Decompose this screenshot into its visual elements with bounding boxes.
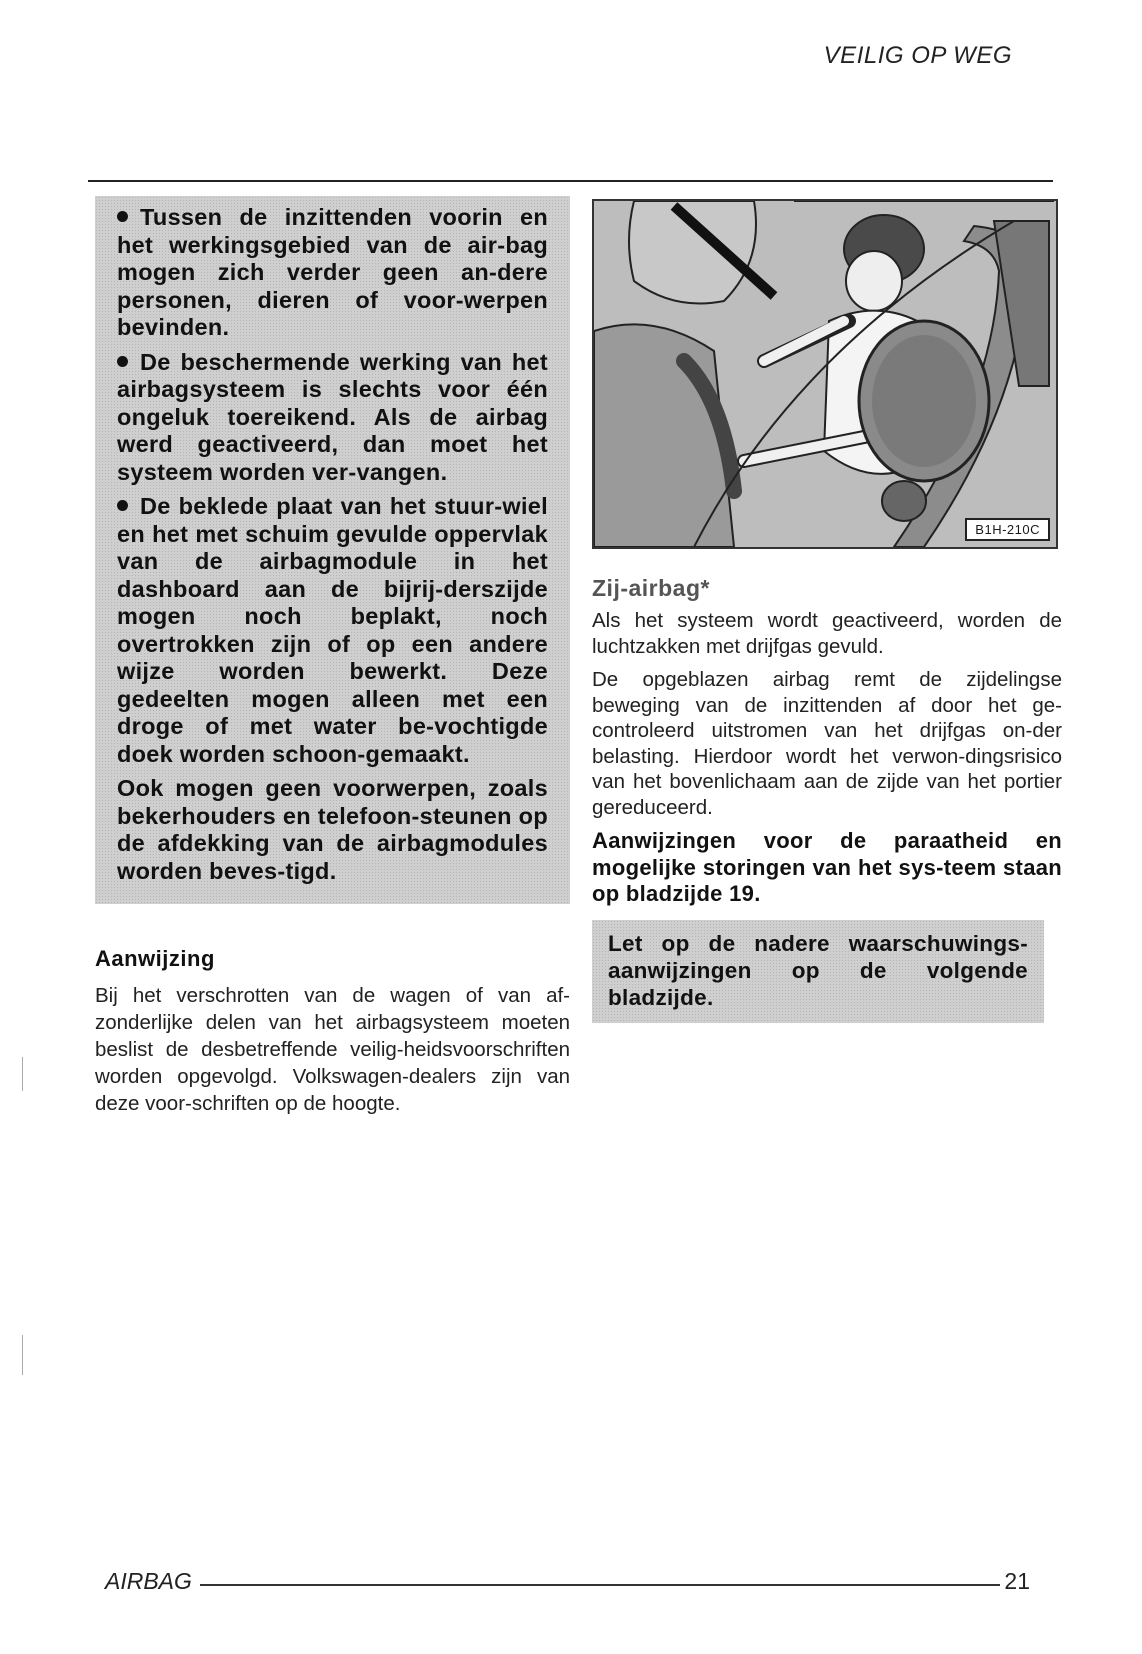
reference-note: Aanwijzingen voor de paraatheid en mogelijke storingen van het sys-teem staan op bladzijde 19.	[592, 828, 1062, 906]
warning-text: Let op de nadere waarschuwings-aanwijzingen op de volgende bladzijde.	[608, 930, 1028, 1010]
section-heading: Zij-airbag*	[592, 575, 710, 601]
left-column	[95, 196, 570, 1117]
warning-item: De beklede plaat van het stuur-wiel en het met schuim gevulde oppervlak van de airbagmodule in het dashboard aan de bijrij-derszijde mogen noch beplakt, noch overtrokken zijn of op een andere wijze worden bewerkt. Deze gedeelten mogen alleen met een droge of met water be-vochtigde doek worden schoon-gemaakt.	[117, 493, 548, 767]
page-number: 21	[1004, 1568, 1030, 1594]
page-footer	[105, 1568, 1030, 1598]
bullet-icon	[117, 211, 128, 222]
warning-item: Ook mogen geen voorwerpen, zoals bekerhouders en telefoon-steunen op de afdekking van de airbagmodules worden beves-tigd.	[117, 775, 548, 884]
section-paragraph: Als het systeem wordt geactiveerd, worden de luchtzakken met drijfgas gevuld.	[592, 609, 1062, 658]
note-heading: Aanwijzing	[95, 946, 215, 971]
right-column	[592, 199, 1062, 1023]
running-title: VEILIG OP WEG	[823, 42, 1012, 69]
warning-box-right	[592, 920, 1044, 1023]
section-paragraph: De opgeblazen airbag remt de zijdelingse beweging van de inzittenden af door het ge-controleerd uitstromen van het drijfgas on-der belasting. Hierdoor wordt het verwon-dingsrisico van het bovenlichaam aan de zijde van het portier gereduceerd.	[592, 668, 1062, 819]
bullet-icon	[117, 500, 128, 511]
bullet-icon	[117, 356, 128, 367]
warning-box	[95, 196, 570, 904]
driver-airbag-figure	[592, 199, 1058, 549]
figure-code-label: B1H-210C	[965, 518, 1050, 541]
footer-rule	[200, 1584, 1000, 1586]
note-text: Bij het verschrotten van de wagen of van af-zonderlijke delen van het airbagsysteem moeten beslist de desbetreffende veilig-heidsvoorschriften worden opgevolgd. Volkswagen-dealers zijn van deze voor-schriften op de hoogte.	[95, 984, 570, 1115]
margin-mark	[22, 1057, 23, 1091]
margin-mark	[22, 1335, 23, 1375]
header-rule	[88, 180, 1053, 182]
warning-item: De beschermende werking van het airbagsysteem is slechts voor één ongeluk toereikend. Als de airbag werd geactiveerd, dan moet het systeem worden ver-vangen.	[117, 348, 548, 485]
warning-item: Tussen de inzittenden voorin en het werkingsgebied van de air-bag mogen zich verder geen an-dere personen, dieren of voor-werpen bevinden.	[117, 204, 548, 340]
driver-side-airbag-illustration-icon	[594, 201, 1056, 547]
footer-section-title: AIRBAG	[105, 1568, 192, 1594]
